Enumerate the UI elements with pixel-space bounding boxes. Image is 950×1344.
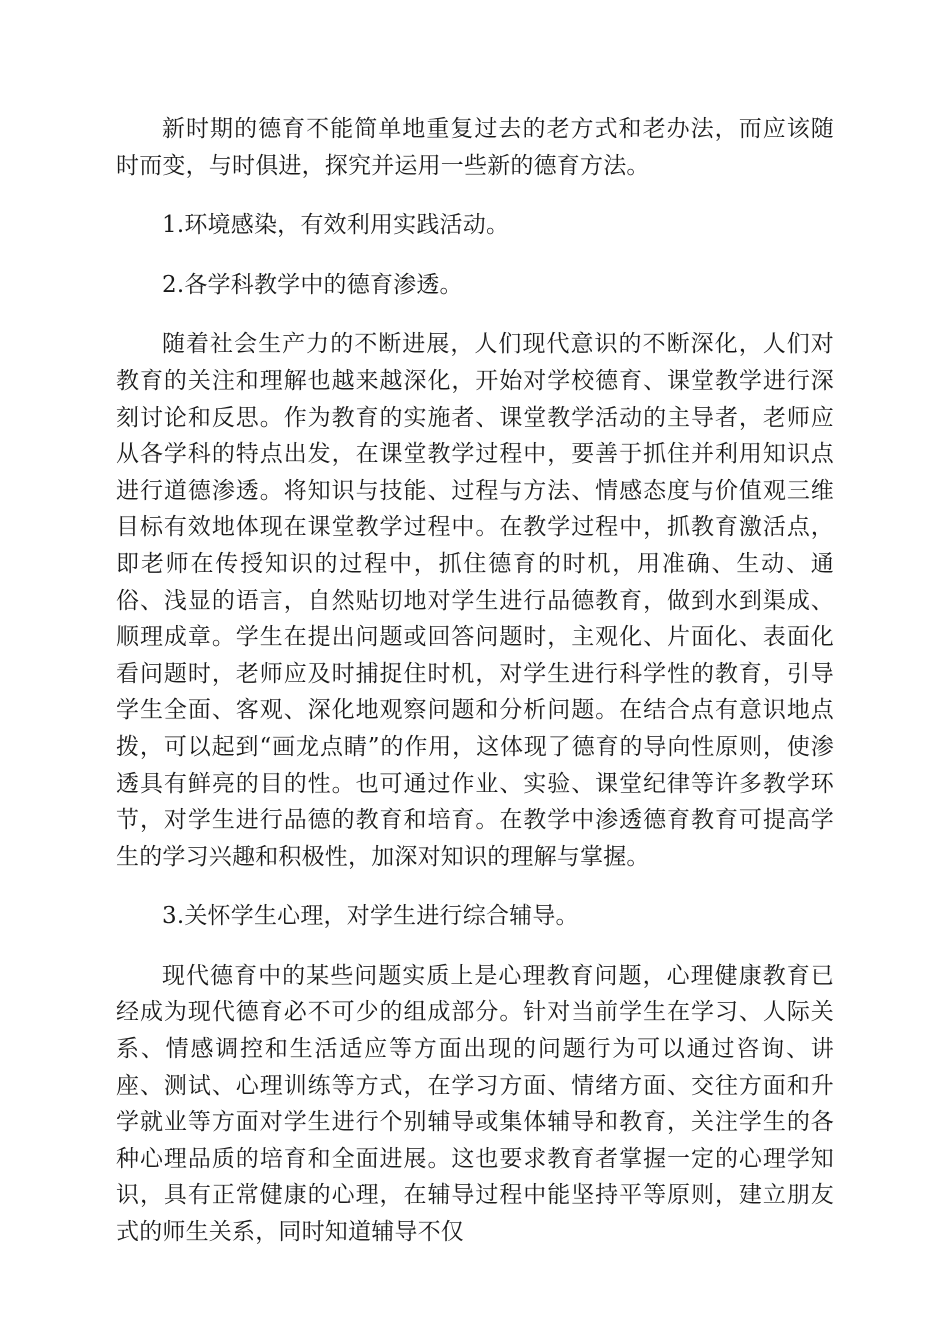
paragraph-subject-moral-education: 随着社会生产力的不断进展，人们现代意识的不断深化，人们对教育的关注和理解也越来越深化，开始对学校德育、课堂教学进行深刻讨论和反思。作为教育的实施者、课堂教学活动的主导者，老师应从各学科的特点出发，在课堂教学过程中，要善于抓住并利用知识点进行道德渗透。将知识与技能、过程与方法、情感态度与价值观三维目标有效地体现在课堂教学过程中。在教学过程中，抓教育激活点，即老师在传授知识的过程中，抓住德育的时机，用准确、生动、通俗、浅显的语言，自然贴切地对学生进行品德教育，做到水到渠成、顺理成章。学生在提出问题或回答问题时，主观化、片面化、表面化看问题时，老师应及时捕捉住时机，对学生进行科学性的教育，引导学生全面、客观、深化地观察问题和分析问题。在结合点有意识地点拨，可以起到“画龙点睛”的作用，这体现了德育的导向性原则，使渗透具有鲜亮的目的性。也可通过作业、实验、课堂纪律等许多教学环节，对学生进行品德的教育和培育。在教学中渗透德育教育可提高学生的学习兴趣和积极性，加深对知识的理解与掌握。	[116, 331, 834, 870]
paragraph-item-1: 1.环境感染，有效利用实践活动。	[162, 212, 510, 239]
paragraph-item-3: 3.关怀学生心理，对学生进行综合辅导。	[162, 903, 579, 930]
document-body	[116, 111, 834, 1251]
paragraph-psychological-education: 现代德育中的某些问题实质上是心理教育问题，心理健康教育已经成为现代德育必不可少的组成部分。针对当前学生在学习、人际关系、情感调控和生活适应等方面出现的问题行为可以通过咨询、讲座、测试、心理训练等方式，在学习方面、情绪方面、交往方面和升学就业等方面对学生进行个别辅导或集体辅导和教育，关注学生的各种心理品质的培育和全面进展。这也要求教育者掌握一定的心理学知识，具有正常健康的心理，在辅导过程中能坚持平等原则，建立朋友式的师生关系，同时知道辅导不仅	[116, 962, 834, 1246]
paragraph-intro: 新时期的德育不能简单地重复过去的老方式和老办法，而应该随时而变，与时俱进，探究并运用一些新的德育方法。	[116, 116, 834, 179]
paragraph-item-2: 2.各学科教学中的德育渗透。	[162, 271, 463, 298]
